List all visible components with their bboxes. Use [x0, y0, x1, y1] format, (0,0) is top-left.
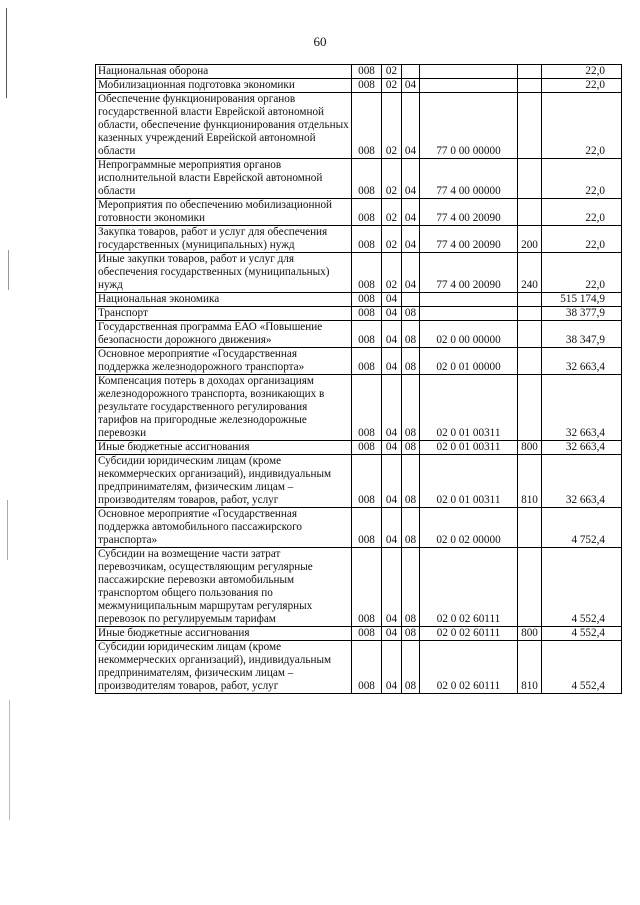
row-name: Иные бюджетные ассигнования	[96, 441, 352, 455]
scan-edge-mark	[6, 8, 7, 98]
expense-type-code: 200	[518, 226, 542, 253]
ministry-code: 008	[352, 293, 382, 307]
budget-table-body	[96, 65, 622, 694]
ministry-code: 008	[352, 548, 382, 627]
table-row	[96, 627, 622, 641]
amount: 32 663,4	[542, 348, 622, 375]
subsection-code: 08	[402, 375, 420, 441]
row-name: Основное мероприятие «Государственная поддержка автомобильного пассажирского транспорта»	[96, 508, 352, 548]
subsection-code: 04	[402, 226, 420, 253]
expense-type-code	[518, 548, 542, 627]
amount: 4 552,4	[542, 548, 622, 627]
ministry-code: 008	[352, 226, 382, 253]
expense-type-code: 240	[518, 253, 542, 293]
table-row	[96, 226, 622, 253]
expense-type-code	[518, 199, 542, 226]
table-row	[96, 307, 622, 321]
subsection-code: 04	[402, 199, 420, 226]
expense-type-code: 800	[518, 627, 542, 641]
target-article-code: 02 0 02 60111	[420, 548, 518, 627]
target-article-code: 02 0 01 00311	[420, 441, 518, 455]
subsection-code: 08	[402, 348, 420, 375]
section-code: 02	[382, 199, 402, 226]
table-row	[96, 375, 622, 441]
table-row	[96, 348, 622, 375]
section-code: 02	[382, 226, 402, 253]
subsection-code: 08	[402, 641, 420, 694]
section-code: 02	[382, 93, 402, 159]
scan-edge-mark	[8, 250, 9, 290]
row-name: Субсидии на возмещение части затрат перевозчикам, осуществляющим регулярные пассажирские перевозки автомобильным транспортом общего пользования по межмуниципальным маршрутам регулярных перевозок по регулируемым тарифам	[96, 548, 352, 627]
amount: 22,0	[542, 159, 622, 199]
table-row	[96, 641, 622, 694]
expense-type-code	[518, 508, 542, 548]
row-name: Иные закупки товаров, работ и услуг для обеспечения государственных (муниципальных) нужд	[96, 253, 352, 293]
target-article-code: 77 4 00 20090	[420, 226, 518, 253]
table-row	[96, 508, 622, 548]
subsection-code: 08	[402, 321, 420, 348]
table-row	[96, 253, 622, 293]
page-number: 60	[313, 34, 327, 49]
ministry-code: 008	[352, 641, 382, 694]
row-name: Национальная экономика	[96, 293, 352, 307]
ministry-code: 008	[352, 508, 382, 548]
amount: 22,0	[542, 79, 622, 93]
subsection-code: 08	[402, 455, 420, 508]
ministry-code: 008	[352, 441, 382, 455]
table-row	[96, 321, 622, 348]
target-article-code	[420, 79, 518, 93]
subsection-code	[402, 65, 420, 79]
target-article-code: 02 0 02 60111	[420, 627, 518, 641]
expense-type-code: 800	[518, 441, 542, 455]
row-name: Национальная оборона	[96, 65, 352, 79]
section-code: 04	[382, 375, 402, 441]
row-name: Мобилизационная подготовка экономики	[96, 79, 352, 93]
table-row	[96, 93, 622, 159]
row-name: Непрограммные мероприятия органов исполнительной власти Еврейской автономной области	[96, 159, 352, 199]
target-article-code: 02 0 01 00311	[420, 455, 518, 508]
ministry-code: 008	[352, 79, 382, 93]
row-name: Обеспечение функционирования органов государственной власти Еврейской автономной области, обеспечение функционирования отдельных казенных учреждений Еврейской автономной области	[96, 93, 352, 159]
amount: 22,0	[542, 253, 622, 293]
target-article-code: 02 0 01 00311	[420, 375, 518, 441]
amount: 22,0	[542, 93, 622, 159]
expense-type-code	[518, 307, 542, 321]
subsection-code: 08	[402, 548, 420, 627]
section-code: 02	[382, 159, 402, 199]
row-name: Иные бюджетные ассигнования	[96, 627, 352, 641]
section-code: 02	[382, 253, 402, 293]
section-code: 04	[382, 455, 402, 508]
expense-type-code	[518, 375, 542, 441]
subsection-code: 08	[402, 307, 420, 321]
section-code: 04	[382, 627, 402, 641]
amount: 32 663,4	[542, 441, 622, 455]
row-name: Государственная программа ЕАО «Повышение безопасности дорожного движения»	[96, 321, 352, 348]
expense-type-code	[518, 159, 542, 199]
subsection-code: 08	[402, 441, 420, 455]
ministry-code: 008	[352, 321, 382, 348]
ministry-code: 008	[352, 455, 382, 508]
row-name: Мероприятия по обеспечению мобилизационной готовности экономики	[96, 199, 352, 226]
section-code: 02	[382, 79, 402, 93]
row-name: Закупка товаров, работ и услуг для обеспечения государственных (муниципальных) нужд	[96, 226, 352, 253]
amount: 22,0	[542, 65, 622, 79]
target-article-code: 77 4 00 20090	[420, 253, 518, 293]
table-row	[96, 441, 622, 455]
ministry-code: 008	[352, 375, 382, 441]
target-article-code: 77 4 00 00000	[420, 159, 518, 199]
amount: 22,0	[542, 199, 622, 226]
subsection-code: 04	[402, 93, 420, 159]
row-name: Транспорт	[96, 307, 352, 321]
table-row	[96, 548, 622, 627]
table-row	[96, 455, 622, 508]
subsection-code: 04	[402, 79, 420, 93]
ministry-code: 008	[352, 348, 382, 375]
row-name: Субсидии юридическим лицам (кроме некоммерческих организаций), индивидуальным предпринимателям, физическим лицам – производителям товаров, работ, услуг	[96, 455, 352, 508]
amount: 22,0	[542, 226, 622, 253]
table-row	[96, 293, 622, 307]
expense-type-code: 810	[518, 455, 542, 508]
subsection-code	[402, 293, 420, 307]
row-name: Основное мероприятие «Государственная поддержка железнодорожного транспорта»	[96, 348, 352, 375]
budget-table	[95, 64, 622, 694]
amount: 32 663,4	[542, 455, 622, 508]
amount: 515 174,9	[542, 293, 622, 307]
section-code: 02	[382, 65, 402, 79]
target-article-code	[420, 65, 518, 79]
amount: 32 663,4	[542, 375, 622, 441]
expense-type-code	[518, 79, 542, 93]
ministry-code: 008	[352, 65, 382, 79]
scan-edge-mark	[9, 700, 10, 820]
section-code: 04	[382, 641, 402, 694]
row-name: Субсидии юридическим лицам (кроме некоммерческих организаций), индивидуальным предпринимателям, физическим лицам – производителям товаров, работ, услуг	[96, 641, 352, 694]
expense-type-code	[518, 321, 542, 348]
target-article-code: 77 0 00 00000	[420, 93, 518, 159]
target-article-code: 02 0 01 00000	[420, 348, 518, 375]
ministry-code: 008	[352, 199, 382, 226]
ministry-code: 008	[352, 627, 382, 641]
table-row	[96, 159, 622, 199]
scan-edge-mark	[7, 500, 8, 560]
target-article-code: 02 0 00 00000	[420, 321, 518, 348]
expense-type-code	[518, 93, 542, 159]
section-code: 04	[382, 548, 402, 627]
section-code: 04	[382, 441, 402, 455]
section-code: 04	[382, 508, 402, 548]
expense-type-code	[518, 293, 542, 307]
expense-type-code	[518, 65, 542, 79]
table-row	[96, 65, 622, 79]
section-code: 04	[382, 348, 402, 375]
target-article-code: 02 0 02 60111	[420, 641, 518, 694]
target-article-code	[420, 307, 518, 321]
target-article-code	[420, 293, 518, 307]
ministry-code: 008	[352, 253, 382, 293]
section-code: 04	[382, 307, 402, 321]
expense-type-code: 810	[518, 641, 542, 694]
subsection-code: 08	[402, 627, 420, 641]
row-name: Компенсация потерь в доходах организациям железнодорожного транспорта, возникающих в результате государственного регулирования тарифов на пригородные железнодорожные перевозки	[96, 375, 352, 441]
section-code: 04	[382, 293, 402, 307]
subsection-code: 08	[402, 508, 420, 548]
target-article-code: 77 4 00 20090	[420, 199, 518, 226]
table-row	[96, 199, 622, 226]
amount: 4 752,4	[542, 508, 622, 548]
amount: 4 552,4	[542, 641, 622, 694]
amount: 4 552,4	[542, 627, 622, 641]
ministry-code: 008	[352, 159, 382, 199]
section-code: 04	[382, 321, 402, 348]
amount: 38 347,9	[542, 321, 622, 348]
subsection-code: 04	[402, 159, 420, 199]
ministry-code: 008	[352, 307, 382, 321]
expense-type-code	[518, 348, 542, 375]
amount: 38 377,9	[542, 307, 622, 321]
target-article-code: 02 0 02 00000	[420, 508, 518, 548]
table-row	[96, 79, 622, 93]
ministry-code: 008	[352, 93, 382, 159]
subsection-code: 04	[402, 253, 420, 293]
